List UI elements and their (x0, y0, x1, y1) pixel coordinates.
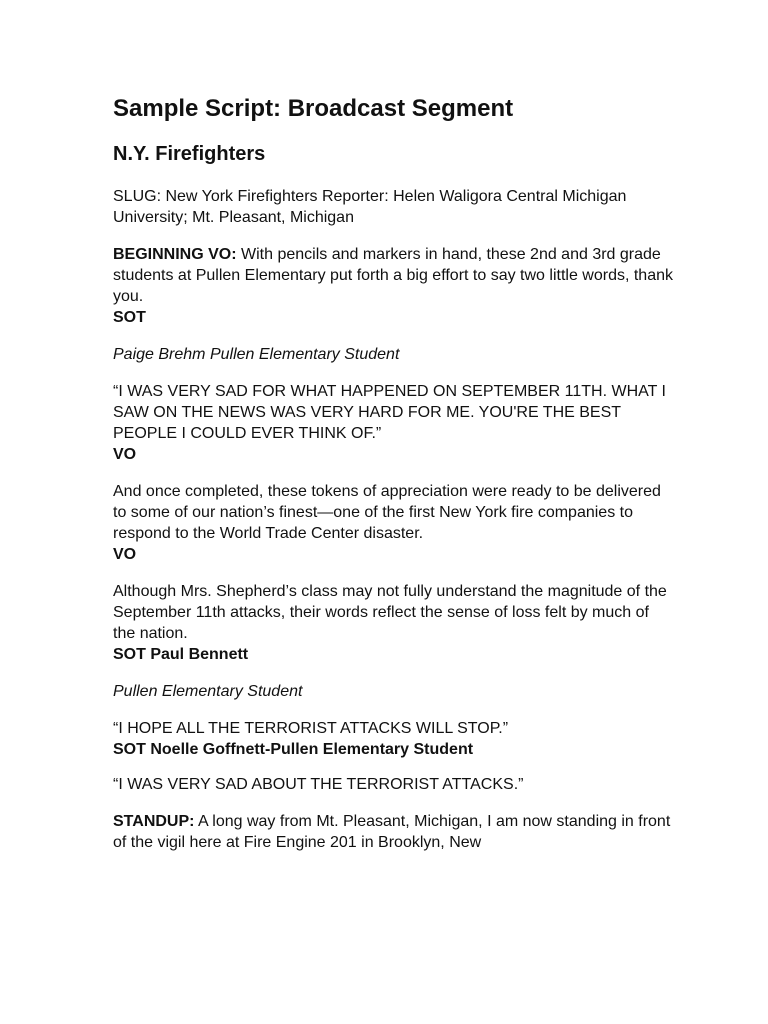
sot1-heading: SOT (113, 309, 146, 326)
page-subtitle: N.Y. Firefighters (113, 143, 266, 165)
vo1-text: And once completed, these tokens of appreciation were ready to be delivered to some of our nation’s finest—one of the first New York fire companies to respond to the World Trade Center disaster. (113, 483, 661, 542)
slug-line: SLUG: New York Firefighters Reporter: Helen Waligora Central Michigan University; Mt. Pleasant, Michigan (113, 188, 627, 226)
sot1-quote: “I WAS VERY SAD FOR WHAT HAPPENED ON SEPTEMBER 11TH. WHAT I SAW ON THE NEWS WAS VERY HARD FOR ME. YOU'RE THE BEST PEOPLE I COULD EVER THINK OF.” (113, 383, 666, 442)
document-content (113, 94, 673, 853)
standup-label: STANDUP: (113, 813, 195, 830)
standup-text: A long way from Mt. Pleasant, Michigan, I am now standing in front of the vigil here at Fire Engine 201 in Brooklyn, New (113, 813, 671, 851)
sot2-quote: “I HOPE ALL THE TERRORIST ATTACKS WILL STOP.” (113, 720, 509, 737)
vo1-heading: VO (113, 446, 137, 463)
sot2-speaker: Pullen Elementary Student (113, 683, 303, 700)
vo2-heading: VO (113, 546, 137, 563)
sot3-quote: “I WAS VERY SAD ABOUT THE TERRORIST ATTACKS.” (113, 776, 524, 793)
page-title: Sample Script: Broadcast Segment (113, 95, 514, 122)
beginning-vo-paragraph (113, 244, 673, 307)
beginning-vo-label: BEGINNING VO: (113, 246, 237, 263)
standup-paragraph (113, 811, 673, 853)
sot2-heading: SOT Paul Bennett (113, 646, 249, 663)
sot1-speaker: Paige Brehm Pullen Elementary Student (113, 346, 400, 363)
vo2-text: Although Mrs. Shepherd’s class may not fully understand the magnitude of the September 11th attacks, their words reflect the sense of loss felt by much of the nation. (113, 583, 667, 642)
sot3-heading: SOT Noelle Goffnett-Pullen Elementary Student (113, 741, 474, 758)
beginning-vo-text: With pencils and markers in hand, these 2nd and 3rd grade students at Pullen Elementary put forth a big effort to say two little words, thank you. (113, 246, 673, 305)
